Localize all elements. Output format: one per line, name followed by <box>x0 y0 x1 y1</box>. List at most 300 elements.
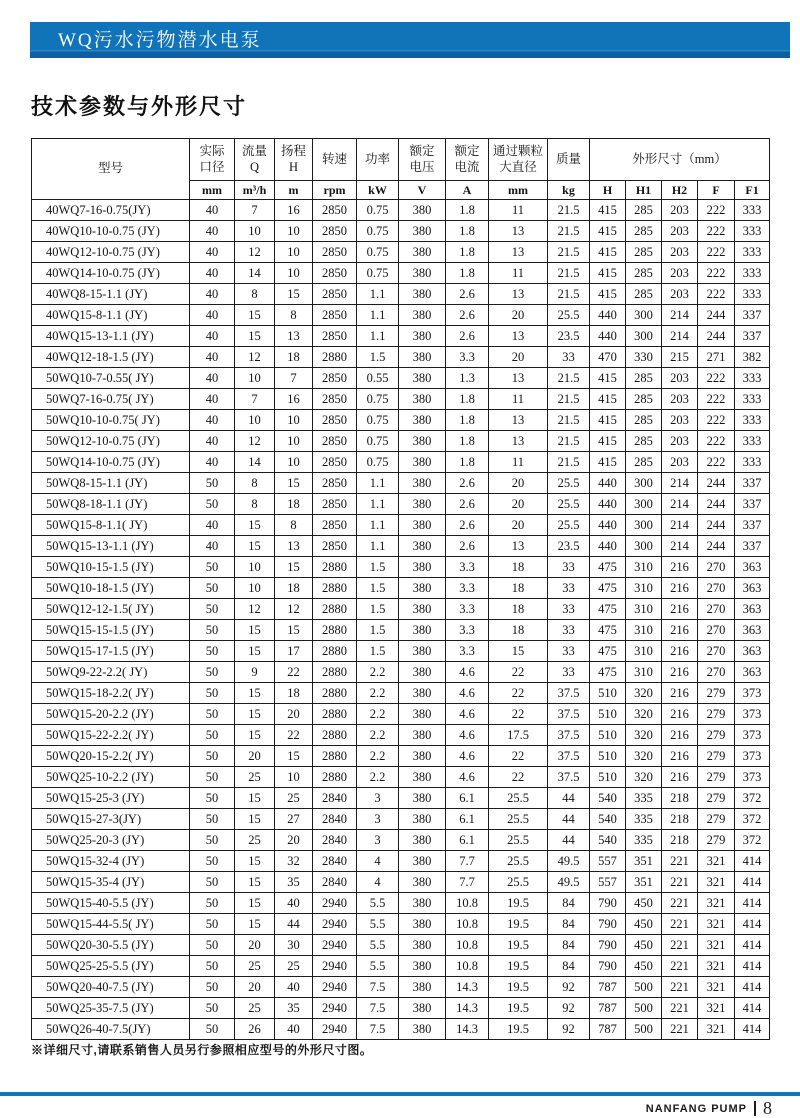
value-cell: 4.6 <box>446 767 489 788</box>
value-cell: 18 <box>489 557 548 578</box>
value-cell: 440 <box>590 473 626 494</box>
value-cell: 380 <box>399 893 446 914</box>
value-cell: 21.5 <box>548 431 590 452</box>
dimension-sub-header: F1 <box>735 181 770 200</box>
table-row <box>32 725 770 746</box>
value-cell: 19.5 <box>489 998 548 1019</box>
value-cell: 13 <box>489 431 548 452</box>
value-cell: 790 <box>590 956 626 977</box>
value-cell: 475 <box>590 662 626 683</box>
value-cell: 3.3 <box>446 347 489 368</box>
value-cell: 15 <box>235 641 275 662</box>
value-cell: 18 <box>275 683 313 704</box>
value-cell: 20 <box>275 704 313 725</box>
value-cell: 11 <box>489 263 548 284</box>
value-cell: 3 <box>357 788 399 809</box>
value-cell: 21.5 <box>548 389 590 410</box>
model-cell: 50WQ7-16-0.75( JY) <box>32 389 190 410</box>
value-cell: 203 <box>662 200 698 221</box>
value-cell: 23.5 <box>548 536 590 557</box>
table-row <box>32 431 770 452</box>
column-header: 额定 电流 <box>446 139 489 181</box>
value-cell: 203 <box>662 242 698 263</box>
value-cell: 222 <box>698 263 735 284</box>
value-cell: 244 <box>698 326 735 347</box>
value-cell: 216 <box>662 641 698 662</box>
footer-page-number: 8 <box>763 1098 772 1118</box>
value-cell: 351 <box>626 872 662 893</box>
value-cell: 8 <box>275 305 313 326</box>
value-cell: 415 <box>590 431 626 452</box>
value-cell: 10 <box>275 431 313 452</box>
value-cell: 415 <box>590 368 626 389</box>
value-cell: 25 <box>235 956 275 977</box>
value-cell: 270 <box>698 620 735 641</box>
value-cell: 84 <box>548 956 590 977</box>
value-cell: 203 <box>662 284 698 305</box>
value-cell: 540 <box>590 809 626 830</box>
value-cell: 14.3 <box>446 1019 489 1040</box>
model-cell: 50WQ25-25-5.5 (JY) <box>32 956 190 977</box>
value-cell: 6.1 <box>446 788 489 809</box>
value-cell: 380 <box>399 305 446 326</box>
value-cell: 214 <box>662 473 698 494</box>
table-row <box>32 746 770 767</box>
value-cell: 310 <box>626 599 662 620</box>
dimension-sub-header: H <box>590 181 626 200</box>
value-cell: 15 <box>235 620 275 641</box>
model-cell: 40WQ8-15-1.1 (JY) <box>32 284 190 305</box>
value-cell: 18 <box>489 599 548 620</box>
value-cell: 21.5 <box>548 452 590 473</box>
value-cell: 50 <box>190 599 235 620</box>
value-cell: 380 <box>399 515 446 536</box>
value-cell: 40 <box>190 305 235 326</box>
table-row <box>32 599 770 620</box>
value-cell: 450 <box>626 914 662 935</box>
value-cell: 25.5 <box>489 851 548 872</box>
model-cell: 50WQ12-10-0.75 (JY) <box>32 431 190 452</box>
value-cell: 1.5 <box>357 620 399 641</box>
value-cell: 475 <box>590 557 626 578</box>
value-cell: 475 <box>590 578 626 599</box>
value-cell: 415 <box>590 200 626 221</box>
value-cell: 221 <box>662 956 698 977</box>
table-row <box>32 410 770 431</box>
value-cell: 415 <box>590 263 626 284</box>
value-cell: 2940 <box>313 914 357 935</box>
value-cell: 6.1 <box>446 830 489 851</box>
value-cell: 32 <box>275 851 313 872</box>
value-cell: 279 <box>698 725 735 746</box>
value-cell: 7 <box>235 200 275 221</box>
value-cell: 40 <box>190 515 235 536</box>
value-cell: 50 <box>190 662 235 683</box>
value-cell: 320 <box>626 704 662 725</box>
value-cell: 50 <box>190 809 235 830</box>
value-cell: 203 <box>662 389 698 410</box>
value-cell: 2850 <box>313 410 357 431</box>
value-cell: 216 <box>662 725 698 746</box>
value-cell: 0.75 <box>357 263 399 284</box>
value-cell: 363 <box>735 557 770 578</box>
value-cell: 50 <box>190 851 235 872</box>
column-header: 额定 电压 <box>399 139 446 181</box>
value-cell: 15 <box>275 746 313 767</box>
dimension-sub-header: H2 <box>662 181 698 200</box>
value-cell: 15 <box>275 620 313 641</box>
value-cell: 50 <box>190 620 235 641</box>
value-cell: 415 <box>590 242 626 263</box>
value-cell: 222 <box>698 284 735 305</box>
value-cell: 0.75 <box>357 431 399 452</box>
value-cell: 500 <box>626 977 662 998</box>
value-cell: 20 <box>275 830 313 851</box>
value-cell: 6.1 <box>446 809 489 830</box>
value-cell: 13 <box>489 536 548 557</box>
value-cell: 380 <box>399 683 446 704</box>
table-row <box>32 704 770 725</box>
value-cell: 50 <box>190 872 235 893</box>
value-cell: 19.5 <box>489 935 548 956</box>
model-cell: 50WQ15-15-1.5 (JY) <box>32 620 190 641</box>
value-cell: 4.6 <box>446 704 489 725</box>
table-row <box>32 221 770 242</box>
value-cell: 1.1 <box>357 494 399 515</box>
value-cell: 380 <box>399 473 446 494</box>
value-cell: 12 <box>275 599 313 620</box>
value-cell: 4 <box>357 872 399 893</box>
value-cell: 363 <box>735 578 770 599</box>
value-cell: 50 <box>190 641 235 662</box>
table-row <box>32 914 770 935</box>
value-cell: 500 <box>626 998 662 1019</box>
value-cell: 380 <box>399 977 446 998</box>
value-cell: 380 <box>399 410 446 431</box>
value-cell: 33 <box>548 347 590 368</box>
value-cell: 2.6 <box>446 284 489 305</box>
value-cell: 414 <box>735 956 770 977</box>
column-header: 流量 Q <box>235 139 275 181</box>
value-cell: 15 <box>235 326 275 347</box>
value-cell: 244 <box>698 536 735 557</box>
value-cell: 321 <box>698 893 735 914</box>
value-cell: 2.6 <box>446 515 489 536</box>
model-cell: 50WQ15-17-1.5 (JY) <box>32 641 190 662</box>
value-cell: 787 <box>590 998 626 1019</box>
footer-divider-line <box>0 1092 800 1096</box>
value-cell: 2850 <box>313 536 357 557</box>
value-cell: 19.5 <box>489 956 548 977</box>
value-cell: 1.8 <box>446 263 489 284</box>
value-cell: 25 <box>275 956 313 977</box>
value-cell: 216 <box>662 683 698 704</box>
value-cell: 222 <box>698 368 735 389</box>
value-cell: 380 <box>399 452 446 473</box>
value-cell: 279 <box>698 788 735 809</box>
value-cell: 450 <box>626 956 662 977</box>
value-cell: 380 <box>399 662 446 683</box>
value-cell: 1.1 <box>357 473 399 494</box>
value-cell: 22 <box>489 683 548 704</box>
value-cell: 50 <box>190 914 235 935</box>
value-cell: 300 <box>626 326 662 347</box>
value-cell: 15 <box>235 305 275 326</box>
value-cell: 1.8 <box>446 221 489 242</box>
model-cell: 50WQ15-8-1.1( JY) <box>32 515 190 536</box>
value-cell: 50 <box>190 473 235 494</box>
value-cell: 23.5 <box>548 326 590 347</box>
value-cell: 333 <box>735 284 770 305</box>
value-cell: 44 <box>548 809 590 830</box>
value-cell: 40 <box>275 977 313 998</box>
model-cell: 50WQ15-18-2.2( JY) <box>32 683 190 704</box>
value-cell: 2840 <box>313 851 357 872</box>
value-cell: 321 <box>698 872 735 893</box>
table-row <box>32 515 770 536</box>
table-row <box>32 242 770 263</box>
value-cell: 415 <box>590 221 626 242</box>
value-cell: 320 <box>626 725 662 746</box>
value-cell: 1.5 <box>357 557 399 578</box>
table-row <box>32 389 770 410</box>
value-cell: 310 <box>626 557 662 578</box>
model-cell: 50WQ15-35-4 (JY) <box>32 872 190 893</box>
value-cell: 310 <box>626 620 662 641</box>
value-cell: 25.5 <box>489 830 548 851</box>
value-cell: 21.5 <box>548 284 590 305</box>
value-cell: 40 <box>190 200 235 221</box>
value-cell: 270 <box>698 578 735 599</box>
model-cell: 40WQ7-16-0.75(JY) <box>32 200 190 221</box>
value-cell: 320 <box>626 746 662 767</box>
value-cell: 3.3 <box>446 620 489 641</box>
value-cell: 214 <box>662 305 698 326</box>
value-cell: 37.5 <box>548 683 590 704</box>
value-cell: 337 <box>735 494 770 515</box>
value-cell: 414 <box>735 977 770 998</box>
value-cell: 470 <box>590 347 626 368</box>
value-cell: 380 <box>399 242 446 263</box>
value-cell: 2850 <box>313 221 357 242</box>
value-cell: 222 <box>698 431 735 452</box>
value-cell: 92 <box>548 1019 590 1040</box>
value-cell: 321 <box>698 851 735 872</box>
value-cell: 1.1 <box>357 326 399 347</box>
value-cell: 33 <box>548 620 590 641</box>
value-cell: 300 <box>626 536 662 557</box>
value-cell: 216 <box>662 599 698 620</box>
value-cell: 9 <box>235 662 275 683</box>
value-cell: 50 <box>190 956 235 977</box>
model-cell: 50WQ10-15-1.5 (JY) <box>32 557 190 578</box>
model-cell: 50WQ8-15-1.1 (JY) <box>32 473 190 494</box>
value-cell: 415 <box>590 284 626 305</box>
value-cell: 2880 <box>313 662 357 683</box>
value-cell: 25.5 <box>548 305 590 326</box>
value-cell: 510 <box>590 746 626 767</box>
value-cell: 50 <box>190 578 235 599</box>
value-cell: 380 <box>399 746 446 767</box>
value-cell: 1.1 <box>357 515 399 536</box>
value-cell: 1.5 <box>357 599 399 620</box>
value-cell: 270 <box>698 557 735 578</box>
value-cell: 2850 <box>313 494 357 515</box>
header-bar-title: WQ污水污物潜水电泵 <box>58 29 262 51</box>
value-cell: 285 <box>626 284 662 305</box>
value-cell: 2880 <box>313 557 357 578</box>
value-cell: 380 <box>399 578 446 599</box>
value-cell: 10 <box>275 767 313 788</box>
value-cell: 380 <box>399 767 446 788</box>
value-cell: 2880 <box>313 641 357 662</box>
value-cell: 285 <box>626 263 662 284</box>
value-cell: 214 <box>662 536 698 557</box>
value-cell: 216 <box>662 746 698 767</box>
value-cell: 380 <box>399 830 446 851</box>
value-cell: 244 <box>698 494 735 515</box>
value-cell: 33 <box>548 662 590 683</box>
value-cell: 279 <box>698 746 735 767</box>
value-cell: 2940 <box>313 977 357 998</box>
value-cell: 11 <box>489 389 548 410</box>
value-cell: 14 <box>235 452 275 473</box>
value-cell: 333 <box>735 410 770 431</box>
spec-table <box>31 138 770 1040</box>
value-cell: 216 <box>662 704 698 725</box>
value-cell: 335 <box>626 788 662 809</box>
value-cell: 5.5 <box>357 956 399 977</box>
value-cell: 790 <box>590 893 626 914</box>
value-cell: 380 <box>399 809 446 830</box>
model-cell: 50WQ15-32-4 (JY) <box>32 851 190 872</box>
value-cell: 15 <box>235 536 275 557</box>
value-cell: 2840 <box>313 809 357 830</box>
value-cell: 2.2 <box>357 683 399 704</box>
value-cell: 380 <box>399 347 446 368</box>
value-cell: 380 <box>399 725 446 746</box>
model-cell: 50WQ9-22-2.2( JY) <box>32 662 190 683</box>
value-cell: 203 <box>662 452 698 473</box>
value-cell: 1.8 <box>446 389 489 410</box>
value-cell: 0.75 <box>357 410 399 431</box>
value-cell: 333 <box>735 368 770 389</box>
value-cell: 557 <box>590 851 626 872</box>
value-cell: 19.5 <box>489 977 548 998</box>
model-cell: 50WQ20-15-2.2( JY) <box>32 746 190 767</box>
value-cell: 221 <box>662 1019 698 1040</box>
table-row <box>32 620 770 641</box>
value-cell: 50 <box>190 977 235 998</box>
value-cell: 22 <box>275 725 313 746</box>
value-cell: 11 <box>489 200 548 221</box>
model-cell: 50WQ15-22-2.2( JY) <box>32 725 190 746</box>
value-cell: 8 <box>275 515 313 536</box>
value-cell: 2850 <box>313 326 357 347</box>
column-header: 扬程 H <box>275 139 313 181</box>
column-header: 功率 <box>357 139 399 181</box>
value-cell: 40 <box>190 326 235 347</box>
column-unit: A <box>446 181 489 200</box>
value-cell: 2.6 <box>446 494 489 515</box>
value-cell: 25 <box>235 767 275 788</box>
value-cell: 13 <box>489 410 548 431</box>
value-cell: 21.5 <box>548 221 590 242</box>
table-row <box>32 473 770 494</box>
value-cell: 25.5 <box>489 872 548 893</box>
value-cell: 40 <box>190 452 235 473</box>
value-cell: 13 <box>489 284 548 305</box>
value-cell: 84 <box>548 914 590 935</box>
value-cell: 30 <box>275 935 313 956</box>
column-header: 转速 <box>313 139 357 181</box>
value-cell: 15 <box>489 641 548 662</box>
value-cell: 15 <box>235 788 275 809</box>
header-label-row <box>32 139 770 181</box>
model-cell: 40WQ10-10-0.75 (JY) <box>32 221 190 242</box>
value-cell: 440 <box>590 515 626 536</box>
value-cell: 333 <box>735 389 770 410</box>
value-cell: 510 <box>590 683 626 704</box>
value-cell: 15 <box>235 515 275 536</box>
model-cell: 50WQ10-18-1.5 (JY) <box>32 578 190 599</box>
value-cell: 510 <box>590 704 626 725</box>
value-cell: 285 <box>626 431 662 452</box>
value-cell: 221 <box>662 893 698 914</box>
value-cell: 1.5 <box>357 578 399 599</box>
value-cell: 10 <box>235 410 275 431</box>
value-cell: 21.5 <box>548 200 590 221</box>
value-cell: 285 <box>626 242 662 263</box>
value-cell: 510 <box>590 767 626 788</box>
value-cell: 203 <box>662 368 698 389</box>
value-cell: 321 <box>698 956 735 977</box>
value-cell: 310 <box>626 578 662 599</box>
value-cell: 337 <box>735 515 770 536</box>
column-unit: mm <box>190 181 235 200</box>
value-cell: 1.8 <box>446 452 489 473</box>
value-cell: 335 <box>626 830 662 851</box>
table-row <box>32 326 770 347</box>
value-cell: 337 <box>735 473 770 494</box>
value-cell: 0.55 <box>357 368 399 389</box>
value-cell: 37.5 <box>548 746 590 767</box>
value-cell: 380 <box>399 536 446 557</box>
value-cell: 222 <box>698 242 735 263</box>
value-cell: 790 <box>590 935 626 956</box>
model-cell: 50WQ15-27-3(JY) <box>32 809 190 830</box>
value-cell: 4.6 <box>446 662 489 683</box>
value-cell: 285 <box>626 200 662 221</box>
value-cell: 3.3 <box>446 578 489 599</box>
value-cell: 2.6 <box>446 305 489 326</box>
value-cell: 10 <box>235 221 275 242</box>
value-cell: 40 <box>190 431 235 452</box>
value-cell: 279 <box>698 683 735 704</box>
table-body <box>32 200 770 1040</box>
value-cell: 25.5 <box>548 494 590 515</box>
value-cell: 19.5 <box>489 914 548 935</box>
value-cell: 3.3 <box>446 641 489 662</box>
value-cell: 7 <box>275 368 313 389</box>
value-cell: 221 <box>662 977 698 998</box>
value-cell: 7.7 <box>446 851 489 872</box>
value-cell: 2850 <box>313 389 357 410</box>
value-cell: 15 <box>235 893 275 914</box>
value-cell: 380 <box>399 998 446 1019</box>
value-cell: 2880 <box>313 347 357 368</box>
value-cell: 2850 <box>313 431 357 452</box>
